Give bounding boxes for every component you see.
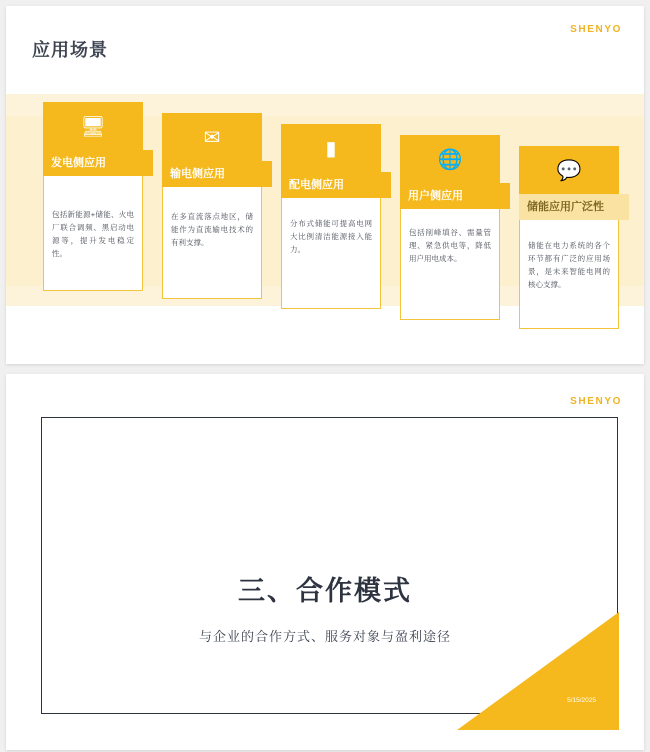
- section-heading: 三、合作模式: [238, 576, 412, 606]
- globe-icon: 🌐: [437, 149, 463, 171]
- chart-monitor-icon: 🖥: [80, 116, 106, 138]
- scenario-card[interactable]: [43, 102, 143, 291]
- card-body: 在多直流落点地区，储能作为直流输电技术的有利支撑。: [171, 212, 253, 247]
- chat-bubble-icon: 💬: [556, 160, 582, 182]
- page-title: 应用场景: [32, 40, 108, 60]
- card-body: 包括新能源+储能、火电厂联合调频、黑启动电源等，提升发电稳定性。: [52, 210, 134, 258]
- slide-application-scenarios[interactable]: [6, 6, 644, 364]
- scenario-card[interactable]: [162, 113, 262, 299]
- card-body: 储能在电力系统的各个环节都有广泛的应用场景，是未来智能电网的核心支撑。: [528, 241, 610, 289]
- card-label: 储能应用广泛性: [519, 194, 629, 220]
- card-label: 配电侧应用: [281, 172, 391, 198]
- scenario-card[interactable]: [519, 146, 619, 329]
- card-label: 输电侧应用: [162, 161, 272, 187]
- card-label: 发电侧应用: [43, 150, 153, 176]
- card-label: 用户侧应用: [400, 183, 510, 209]
- envelope-icon: ✉: [203, 127, 221, 149]
- card-body: 分布式储能可提高电网大比例清洁能源接入能力。: [290, 219, 372, 254]
- brand-logo: SHENYO: [570, 24, 622, 35]
- scenario-card[interactable]: [400, 135, 500, 320]
- card-body: 包括削峰填谷、需量管理、紧急供电等，降低用户用电成本。: [409, 228, 491, 263]
- brand-logo: SHENYO: [570, 396, 622, 407]
- scenario-card[interactable]: [281, 124, 381, 309]
- slide-section-divider[interactable]: [6, 374, 644, 750]
- capsule-icon: ▮: [325, 138, 337, 160]
- slide-date: 5/15/2025: [567, 697, 596, 704]
- section-subheading: 与企业的合作方式、服务对象与盈利途径: [198, 629, 451, 644]
